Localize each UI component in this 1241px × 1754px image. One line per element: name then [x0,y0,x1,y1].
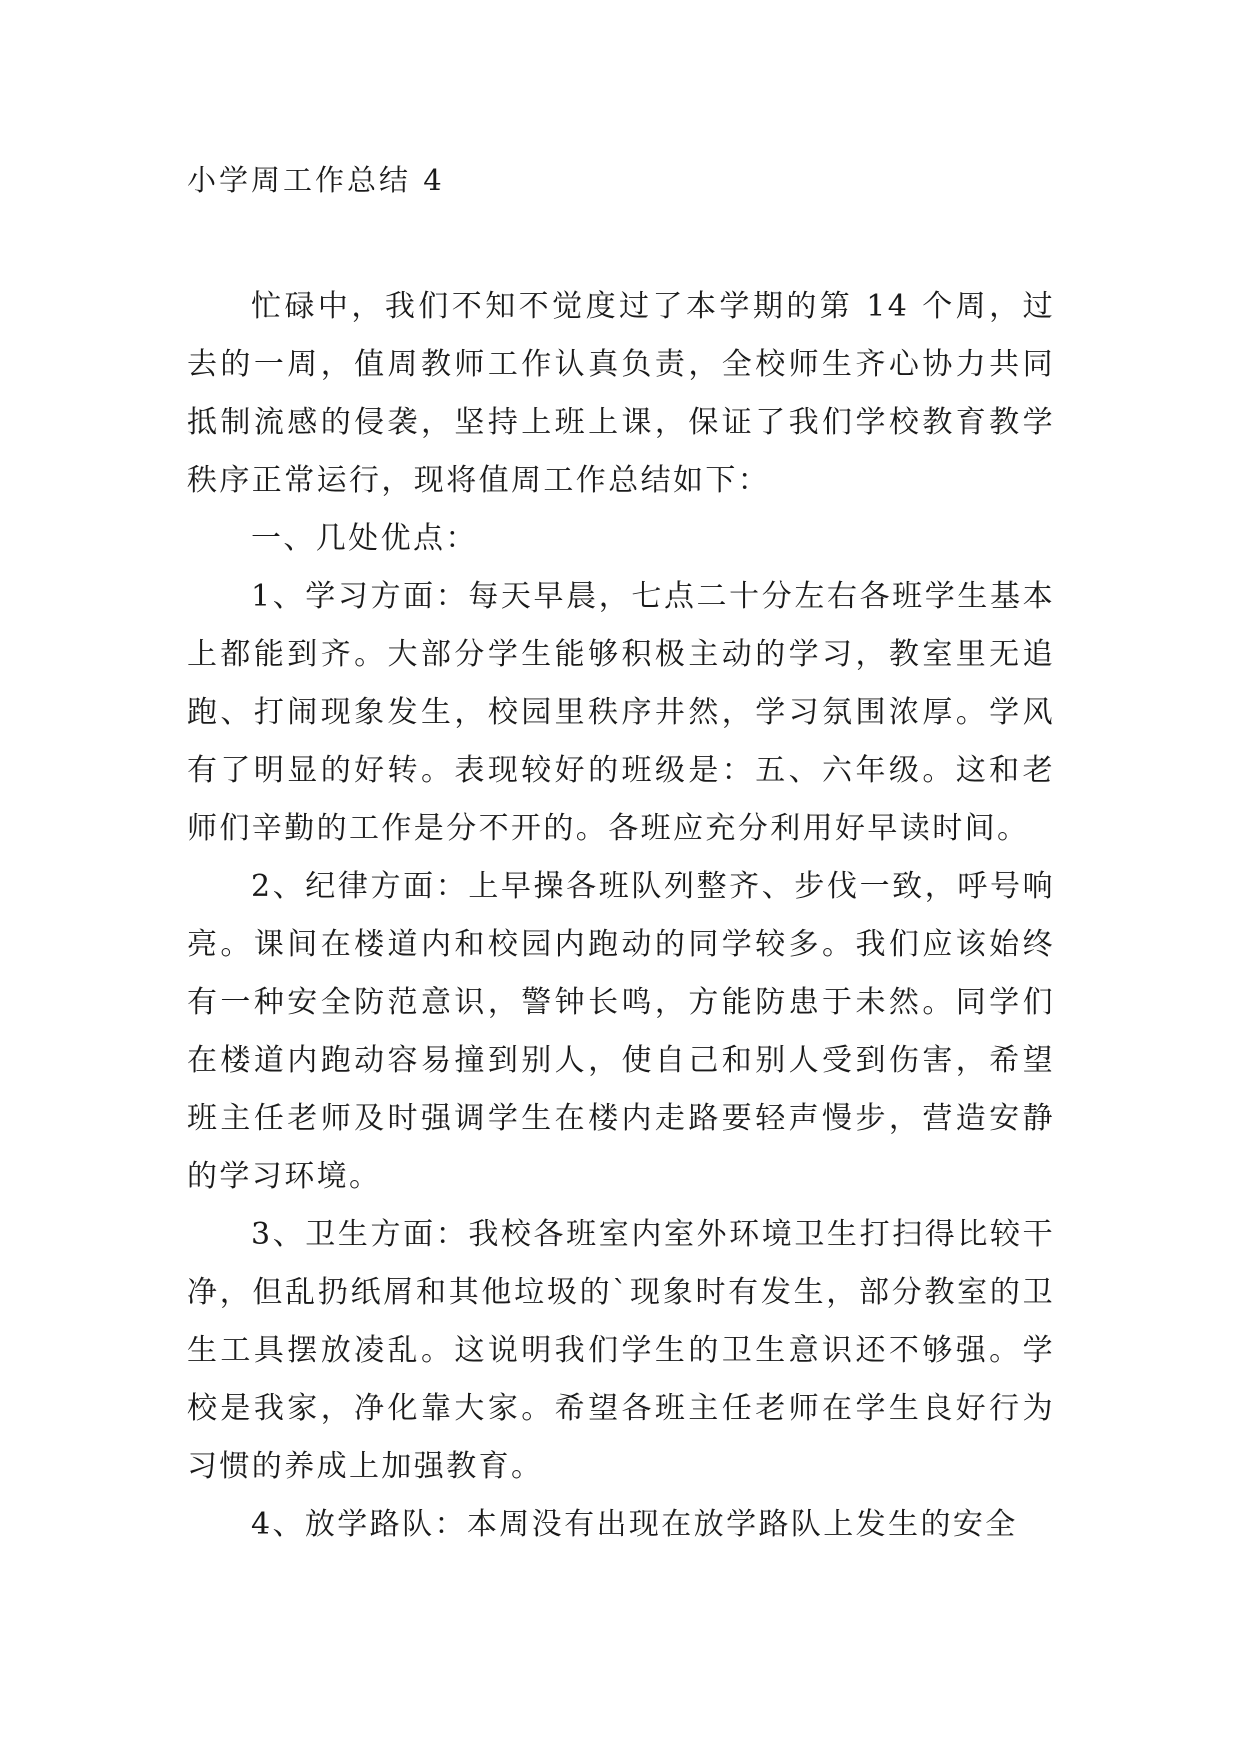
document-body [187,278,1055,1554]
paragraph-study: 1、学习方面：每天早晨，七点二十分左右各班学生基本上都能到齐。大部分学生能够积极主动的学习，教室里无追跑、打闹现象发生，校园里秩序井然，学习氛围浓厚。学风有了明显的好转。表现较好的班级是：五、六年级。这和老师们辛勤的工作是分不开的。各班应充分利用好早读时间。 [187,579,1055,846]
document-title: 小学周工作总结 4 [187,163,445,197]
paragraph-hygiene: 3、卫生方面：我校各班室内室外环境卫生打扫得比较干净，但乱扔纸屑和其他垃圾的`现象时有发生，部分教室的卫生工具摆放凌乱。这说明我们学生的卫生意识还不够强。学校是我家，净化靠大家。希望各班主任老师在学生良好行为习惯的养成上加强教育。 [187,1217,1055,1484]
paragraph-discipline: 2、纪律方面：上早操各班队列整齐、步伐一致，呼号响亮。课间在楼道内和校园内跑动的同学较多。我们应该始终有一种安全防范意识，警钟长鸣，方能防患于未然。同学们在楼道内跑动容易撞到别人，使自己和别人受到伤害，希望班主任老师及时强调学生在楼内走路要轻声慢步，营造安静的学习环境。 [187,869,1055,1194]
paragraph-dismissal-queue: 4、放学路队：本周没有出现在放学路队上发生的安全 [251,1507,1018,1542]
paragraph-intro: 忙碌中，我们不知不觉度过了本学期的第 14 个周，过去的一周，值周教师工作认真负责，全校师生齐心协力共同抵制流感的侵袭，坚持上班上课，保证了我们学校教育教学秩序正常运行，现将值周工作总结如下： [187,289,1055,498]
section-heading-strengths: 一、几处优点： [251,521,478,556]
